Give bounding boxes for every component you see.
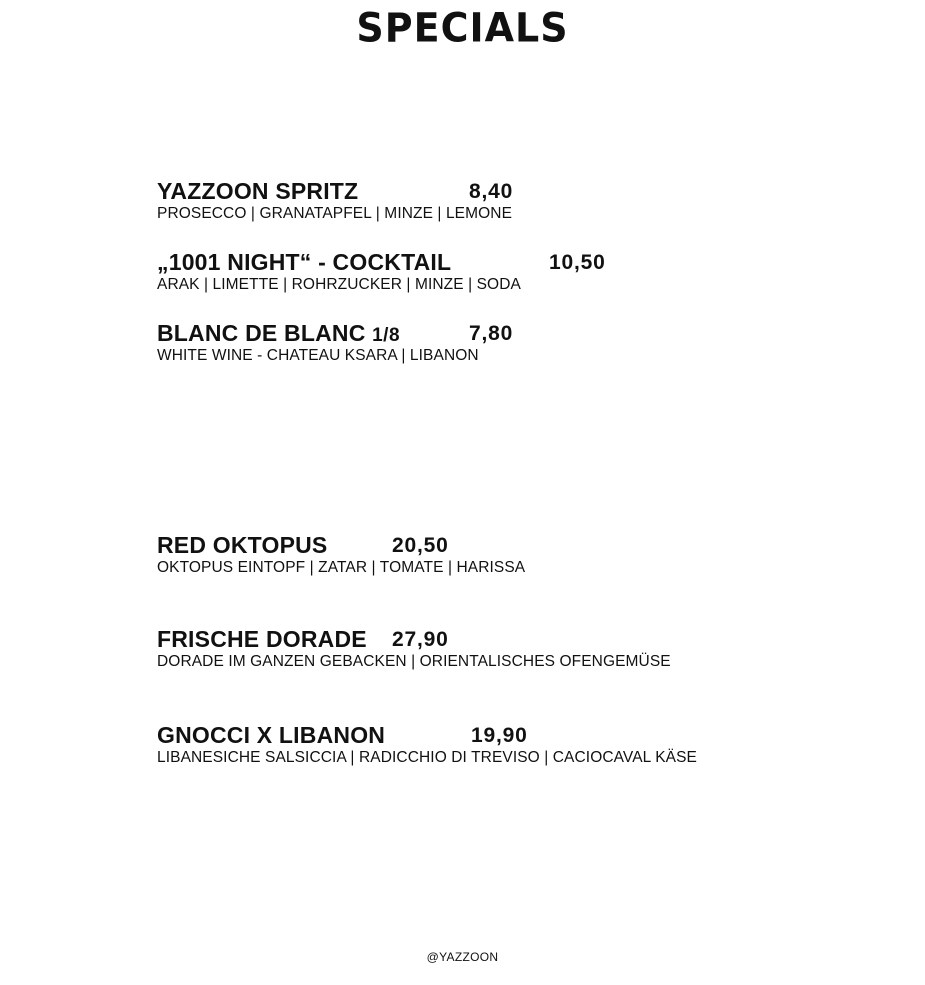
menu-item-description: DORADE IM GANZEN GEBACKEN | ORIENTALISCHES OFENGEMÜSE [157, 653, 671, 670]
menu-item-description: ARAK | LIMETTE | ROHRZUCKER | MINZE | SODA [157, 276, 521, 293]
menu-item-description: OKTOPUS EINTOPF | ZATAR | TOMATE | HARISSA [157, 559, 526, 576]
menu-item-price: 27,90 [392, 628, 449, 651]
menu-item-name: RED OKTOPUS [157, 532, 328, 558]
menu-item-name: GNOCCI X LIBANON [157, 722, 386, 748]
menu-item-description: PROSECCO | GRANATAPFEL | MINZE | LEMONE [157, 205, 513, 222]
page-title: SPECIALS [356, 4, 569, 52]
menu-item-price: 19,90 [471, 724, 528, 747]
menu-item-price: 7,80 [469, 322, 514, 345]
menu-item-price: 20,50 [392, 534, 449, 557]
menu-item-price: 10,50 [549, 251, 606, 274]
menu-item-name: YAZZOON SPRITZ [157, 178, 359, 204]
menu-item-name [157, 320, 400, 349]
menu-item-description: LIBANESICHE SALSICCIA | RADICCHIO DI TREVISO | CACIOCAVAL KÄSE [157, 749, 697, 766]
menu-item-description: WHITE WINE - CHATEAU KSARA | LIBANON [157, 347, 479, 364]
menu-item-name-text: BLANC DE BLANC [157, 320, 366, 346]
menu-item-name: FRISCHE DORADE [157, 626, 367, 652]
menu-item-name: „1001 NIGHT“ - COCKTAIL [157, 249, 452, 275]
social-handle: @YAZZOON [426, 950, 499, 964]
menu-item-size: 1/8 [372, 325, 401, 346]
menu-item-price: 8,40 [469, 180, 514, 203]
